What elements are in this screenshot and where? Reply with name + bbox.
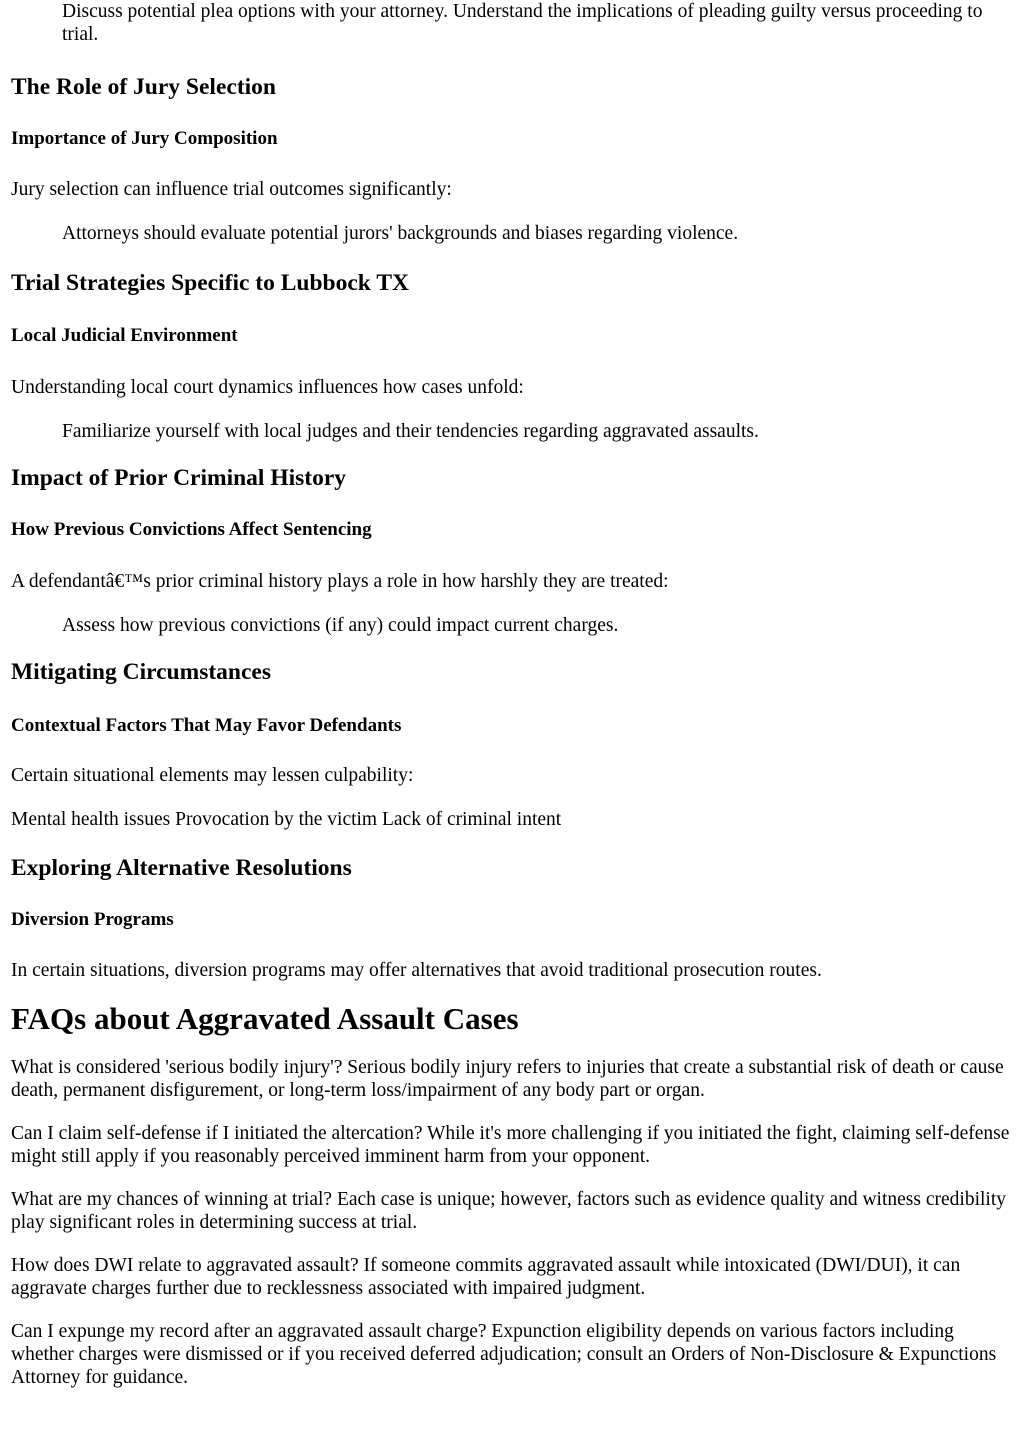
local-court-detail: Familiarize yourself with local judges and their tendencies regarding aggravated assaults. (62, 421, 759, 442)
faq-item: What is considered 'serious bodily injury'? Serious bodily injury refers to injuries that create a substantial risk of death or cause death, permanent disfigurement, or long-term loss/impairment of any body part or organ. (11, 1057, 1004, 1101)
article-body (11, 0, 1016, 1389)
subheading-jury-composition: Importance of Jury Composition (11, 128, 278, 149)
mitigating-lead: Certain situational elements may lessen culpability: (11, 765, 414, 786)
faq-item: Can I expunge my record after an aggravated assault charge? Expunction eligibility depends on various factors including whether charges were dismissed or if you received deferred adjudication; consult an Orders of Non-Disclosure & Expunctions Attorney for guidance. (11, 1321, 997, 1388)
section-heading-alternative-resolutions: Exploring Alternative Resolutions (11, 855, 352, 881)
mitigating-factors-list: Mental health issues Provocation by the victim Lack of criminal intent (11, 809, 562, 830)
local-court-lead: Understanding local court dynamics influences how cases unfold: (11, 377, 524, 398)
section-heading-jury-selection: The Role of Jury Selection (11, 74, 276, 100)
section-heading-prior-history: Impact of Prior Criminal History (11, 465, 347, 491)
faq-title: FAQs about Aggravated Assault Cases (11, 1001, 519, 1036)
subheading-previous-convictions: How Previous Convictions Affect Sentencing (11, 519, 372, 540)
section-heading-mitigating: Mitigating Circumstances (11, 659, 271, 685)
faq-item: What are my chances of winning at trial? Each case is unique; however, factors such as evidence quality and witness credibility play significant roles in determining success at trial. (11, 1189, 1006, 1233)
faq-item: Can I claim self-defense if I initiated the altercation? While it's more challenging if you initiated the fight, claiming self-defense might still apply if you reasonably perceived imminent harm from your opponent. (11, 1123, 1010, 1167)
subheading-local-judicial: Local Judicial Environment (11, 325, 238, 346)
faq-item: How does DWI relate to aggravated assault? If someone commits aggravated assault while intoxicated (DWI/DUI), it can aggravate charges further due to recklessness associated with impaired judgment. (11, 1255, 961, 1299)
plea-options-text: Discuss potential plea options with your attorney. Understand the implications of pleading guilty versus proceeding to trial. (62, 1, 983, 45)
prior-history-lead: A defendantâ€™s prior criminal history plays a role in how harshly they are treated: (11, 571, 669, 592)
diversion-programs-text: In certain situations, diversion programs may offer alternatives that avoid traditional prosecution routes. (11, 960, 822, 981)
subheading-contextual-factors: Contextual Factors That May Favor Defendants (11, 715, 402, 736)
prior-history-detail: Assess how previous convictions (if any) could impact current charges. (62, 615, 619, 636)
jury-selection-lead: Jury selection can influence trial outcomes significantly: (11, 179, 452, 200)
jury-selection-detail: Attorneys should evaluate potential jurors' backgrounds and biases regarding violence. (62, 223, 739, 244)
subheading-diversion-programs: Diversion Programs (11, 909, 174, 930)
section-heading-lubbock-strategies: Trial Strategies Specific to Lubbock TX (11, 270, 409, 296)
